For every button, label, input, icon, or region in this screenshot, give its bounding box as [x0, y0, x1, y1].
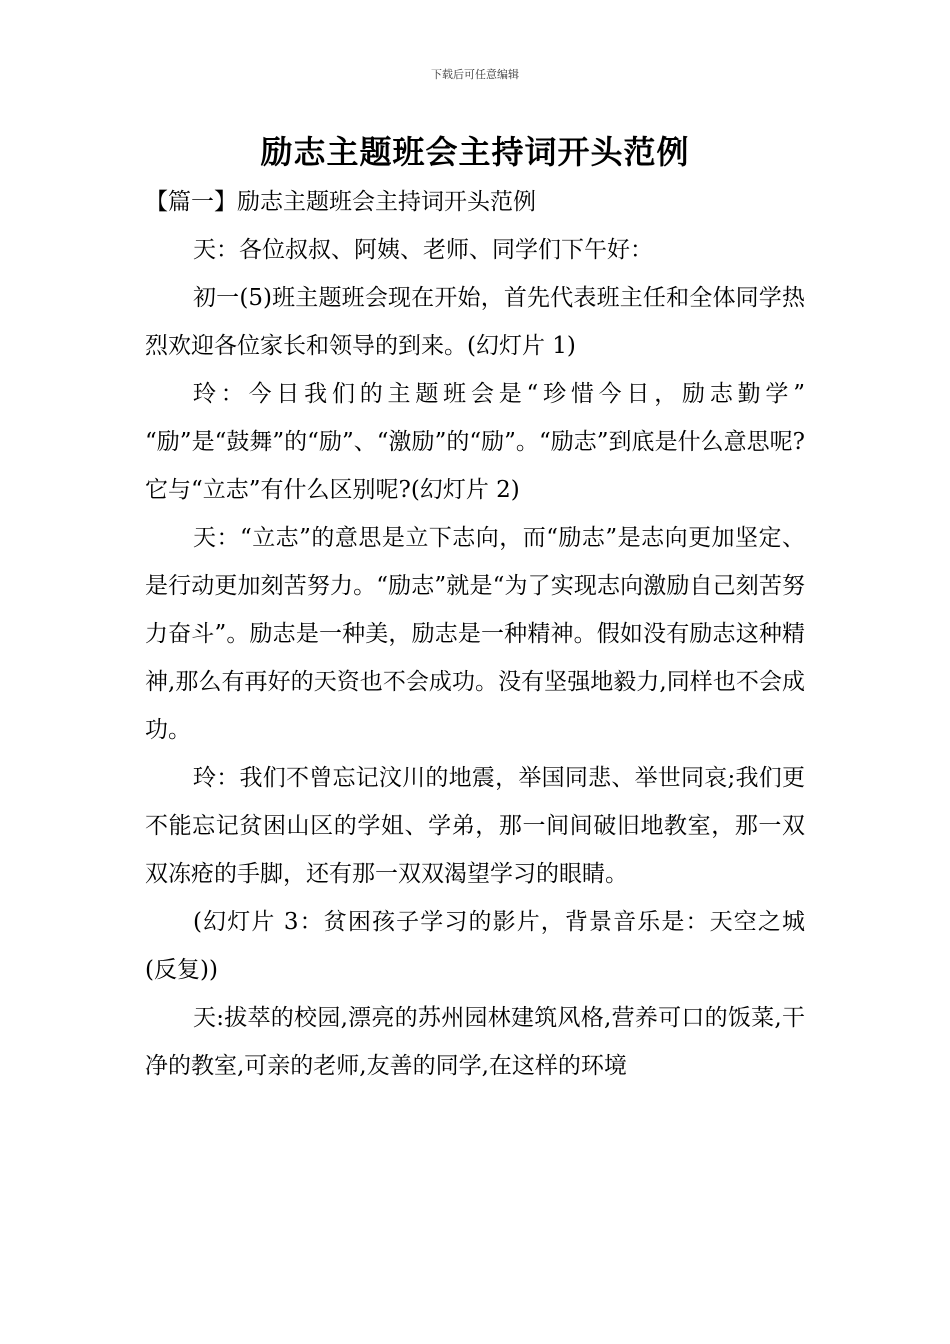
paragraph: 初一(5)班主题班会现在开始，首先代表班主任和全体同学热烈欢迎各位家长和领导的到来。(幻灯片 1): [145, 285, 805, 359]
paragraph: (幻灯片 3：贫困孩子学习的影片，背景音乐是：天空之城(反复)): [145, 909, 805, 983]
document-title: 励志主题班会主持词开头范例: [260, 133, 690, 171]
paragraph: 天:拔萃的校园,漂亮的苏州园林建筑风格,营养可口的饭菜,干净的教室,可亲的老师,友善的同学,在这样的环境: [145, 1005, 805, 1079]
paragraph: 天：各位叔叔、阿姨、老师、同学们下午好：: [193, 237, 653, 263]
paragraph: 玲：今日我们的主题班会是“珍惜今日，励志勤学” “励”是“鼓舞”的“励”、“激励”的“励”。“励志”到底是什么意思呢?它与“立志”有什么区别呢?(幻灯片 2): [145, 381, 805, 503]
section-heading: 【篇一】励志主题班会主持词开头范例: [145, 189, 536, 215]
document-body: [145, 178, 805, 1090]
paragraph: 玲：我们不曾忘记汶川的地震，举国同悲、举世同哀;我们更不能忘记贫困山区的学姐、学弟，那一间间破旧地教室，那一双双冻疮的手脚，还有那一双双渴望学习的眼睛。: [145, 765, 805, 887]
header-note: 下载后可任意编辑: [431, 68, 519, 81]
paragraph: 天：“立志”的意思是立下志向，而“励志”是志向更加坚定、是行动更加刻苦努力。“励志”就是“为了实现志向激励自己刻苦努力奋斗”。励志是一种美，励志是一种精神。假如没有励志这种精神,那么有再好的天资也不会成功。没有坚强地毅力,同样也不会成功。: [145, 525, 805, 743]
